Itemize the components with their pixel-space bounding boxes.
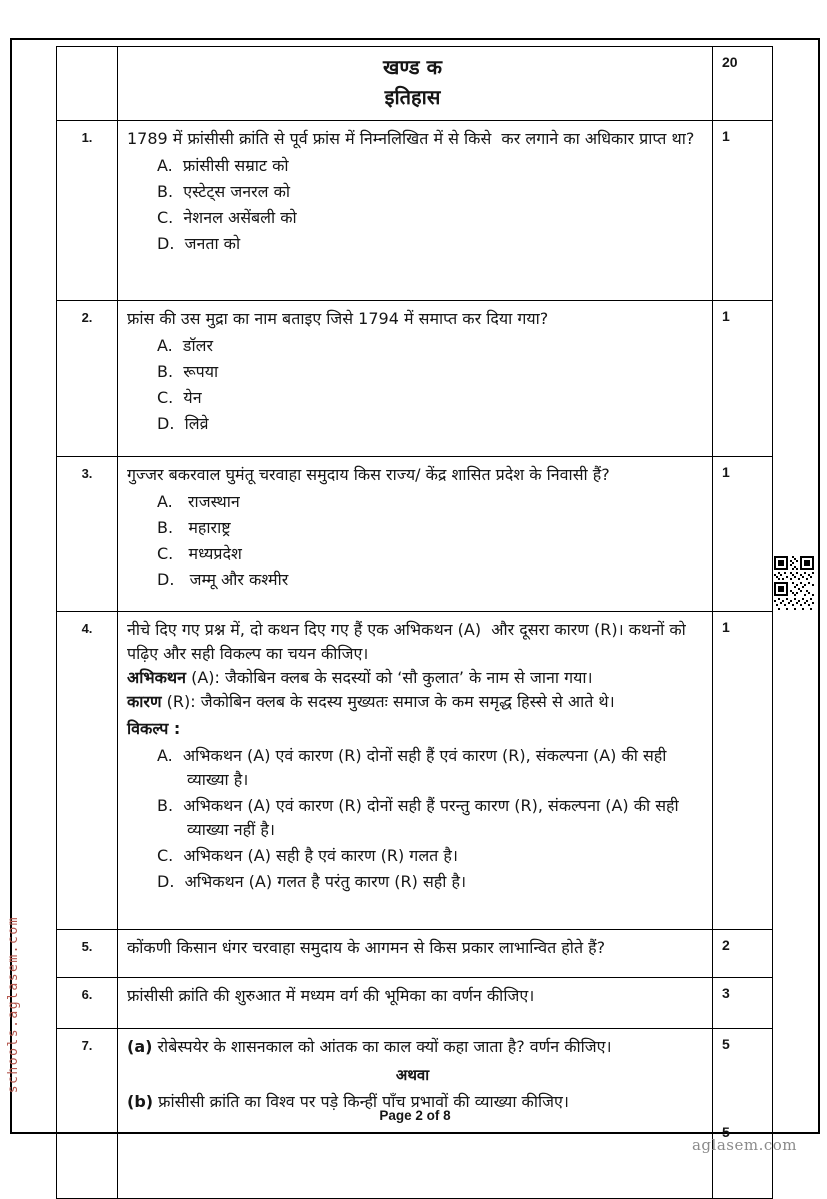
question-row-2 <box>57 301 773 457</box>
option-item: B. एस्टेट्स जनरल को <box>157 182 290 201</box>
part-b-text: फ्रांसीसी क्रांति का विश्व पर पड़े किन्हीं पाँच प्रभावों की व्याख्या कीजिए। <box>153 1091 569 1111</box>
option-item: D. जम्मू और कश्मीर <box>157 570 289 589</box>
question-cell <box>118 121 713 301</box>
option-item: C. मध्यप्रदेश <box>157 544 242 563</box>
question-cell <box>118 612 713 930</box>
option-item: B. रूपया <box>157 362 219 381</box>
question-marks: 1 <box>713 301 773 457</box>
question-row-1 <box>57 121 773 301</box>
question-row-6 <box>57 978 773 1029</box>
marks-part-a: 5 <box>722 1036 730 1052</box>
reason-text: (R): जैकोबिन क्लब के सदस्य मुख्यतः समाज के कम समृद्ध हिस्से से आते थे। <box>161 692 615 711</box>
question-text: फ्रांस की उस मुद्रा का नाम बताइए जिसे 1794 में समाप्त कर दिया गया? <box>127 309 549 328</box>
option-item: A. डॉलर <box>157 336 214 355</box>
option-item: C. नेशनल असेंबली को <box>157 208 297 227</box>
or-label: अथवा <box>395 1066 430 1084</box>
section-title: खण्ड क <box>383 55 442 79</box>
part-a-text: रोबेस्पयेर के शासनकाल को आंतक का काल क्यों कहा जाता है? वर्णन कीजिए। <box>152 1037 612 1056</box>
part-a-label: (a) <box>127 1037 153 1056</box>
question-row-4 <box>57 612 773 930</box>
question-text: कोंकणी किसान धंगर चरवाहा समुदाय के आगमन से किस प्रकार लाभान्वित होते हैं? <box>127 938 606 957</box>
option-item: B. महाराष्ट्र <box>157 518 231 537</box>
question-marks: 1 <box>713 121 773 301</box>
part-b-label: (b) <box>127 1091 154 1111</box>
watermark-schools-aglasem: schools.aglasem.com <box>6 915 21 1093</box>
option-item: C. येन <box>157 388 202 407</box>
question-marks: 2 <box>713 930 773 978</box>
options-list <box>157 334 698 436</box>
section-header-row <box>57 47 773 121</box>
question-table <box>56 46 773 1199</box>
question-marks: 1 <box>713 457 773 612</box>
question-text: गुज्जर बकरवाल घुमंतू चरवाहा समुदाय किस राज्य/ केंद्र शासित प्रदेश के निवासी हैं? <box>127 465 610 484</box>
question-marks: 1 <box>713 612 773 930</box>
question-number: 2. <box>57 301 118 457</box>
options-list <box>157 744 698 894</box>
option-item: D. लिव्रे <box>157 414 209 433</box>
option-item: C. अभिकथन (A) सही है एवं कारण (R) गलत है। <box>157 846 458 865</box>
option-item: D. जनता को <box>157 234 241 253</box>
question-cell <box>118 301 713 457</box>
subject-title: इतिहास <box>384 85 441 109</box>
question-number: 7. <box>57 1029 118 1199</box>
qr-code-icon <box>774 556 814 612</box>
question-intro: नीचे दिए गए प्रश्न में, दो कथन दिए गए हैं एक अभिकथन (A) और दूसरा कारण (R)। कथनों को पढ़िए और सही विकल्प का चयन कीजिए। <box>127 620 691 663</box>
marks-part-b: 5 <box>722 1124 730 1140</box>
question-cell <box>118 457 713 612</box>
question-text: 1789 में फ्रांसीसी क्रांति से पूर्व फ्रांस में निम्नलिखित में से किसे कर लगाने का अधिकार प्राप्त था? <box>127 129 695 148</box>
question-text: फ्रांसीसी क्रांति की शुरुआत में मध्यम वर्ग की भूमिका का वर्णन कीजिए। <box>127 986 535 1005</box>
total-marks: 20 <box>713 47 773 121</box>
question-number: 3. <box>57 457 118 612</box>
assertion-label: अभिकथन <box>127 668 187 687</box>
header-number-cell <box>57 47 118 121</box>
part-a-line <box>127 1035 698 1059</box>
assertion-line <box>127 666 698 690</box>
reason-line <box>127 690 698 714</box>
option-item: A. राजस्थान <box>157 492 240 511</box>
question-marks: 3 <box>713 978 773 1029</box>
watermark-aglasem: aglasem.com <box>691 1136 797 1154</box>
reason-label: कारण <box>127 692 162 711</box>
assertion-text: (A): जैकोबिन क्लब के सदस्यों को ‘सौ कुलात’ के नाम से जाना गया। <box>186 668 593 687</box>
exam-sheet <box>10 38 820 1140</box>
options-list <box>157 490 698 592</box>
question-row-3 <box>57 457 773 612</box>
footer-page-number: Page 2 of 8 <box>379 1108 451 1123</box>
options-list <box>157 154 698 256</box>
options-label: विकल्प : <box>127 719 181 738</box>
option-item: B. अभिकथन (A) एवं कारण (R) दोनों सही हैं परन्तु कारण (R), संकल्पना (A) की सही व्याख्या नहीं है। <box>157 796 684 839</box>
question-number: 1. <box>57 121 118 301</box>
question-cell <box>118 930 713 978</box>
question-row-5 <box>57 930 773 978</box>
question-cell <box>118 978 713 1029</box>
question-number: 5. <box>57 930 118 978</box>
section-header-cell <box>118 47 713 121</box>
option-item: A. अभिकथन (A) एवं कारण (R) दोनों सही हैं एवं कारण (R), संकल्पना (A) की सही व्याख्या है। <box>157 746 672 789</box>
option-item: A. फ्रांसीसी सम्राट को <box>157 156 289 175</box>
question-number: 6. <box>57 978 118 1029</box>
question-number: 4. <box>57 612 118 930</box>
option-item: D. अभिकथन (A) गलत है परंतु कारण (R) सही है। <box>157 872 467 891</box>
